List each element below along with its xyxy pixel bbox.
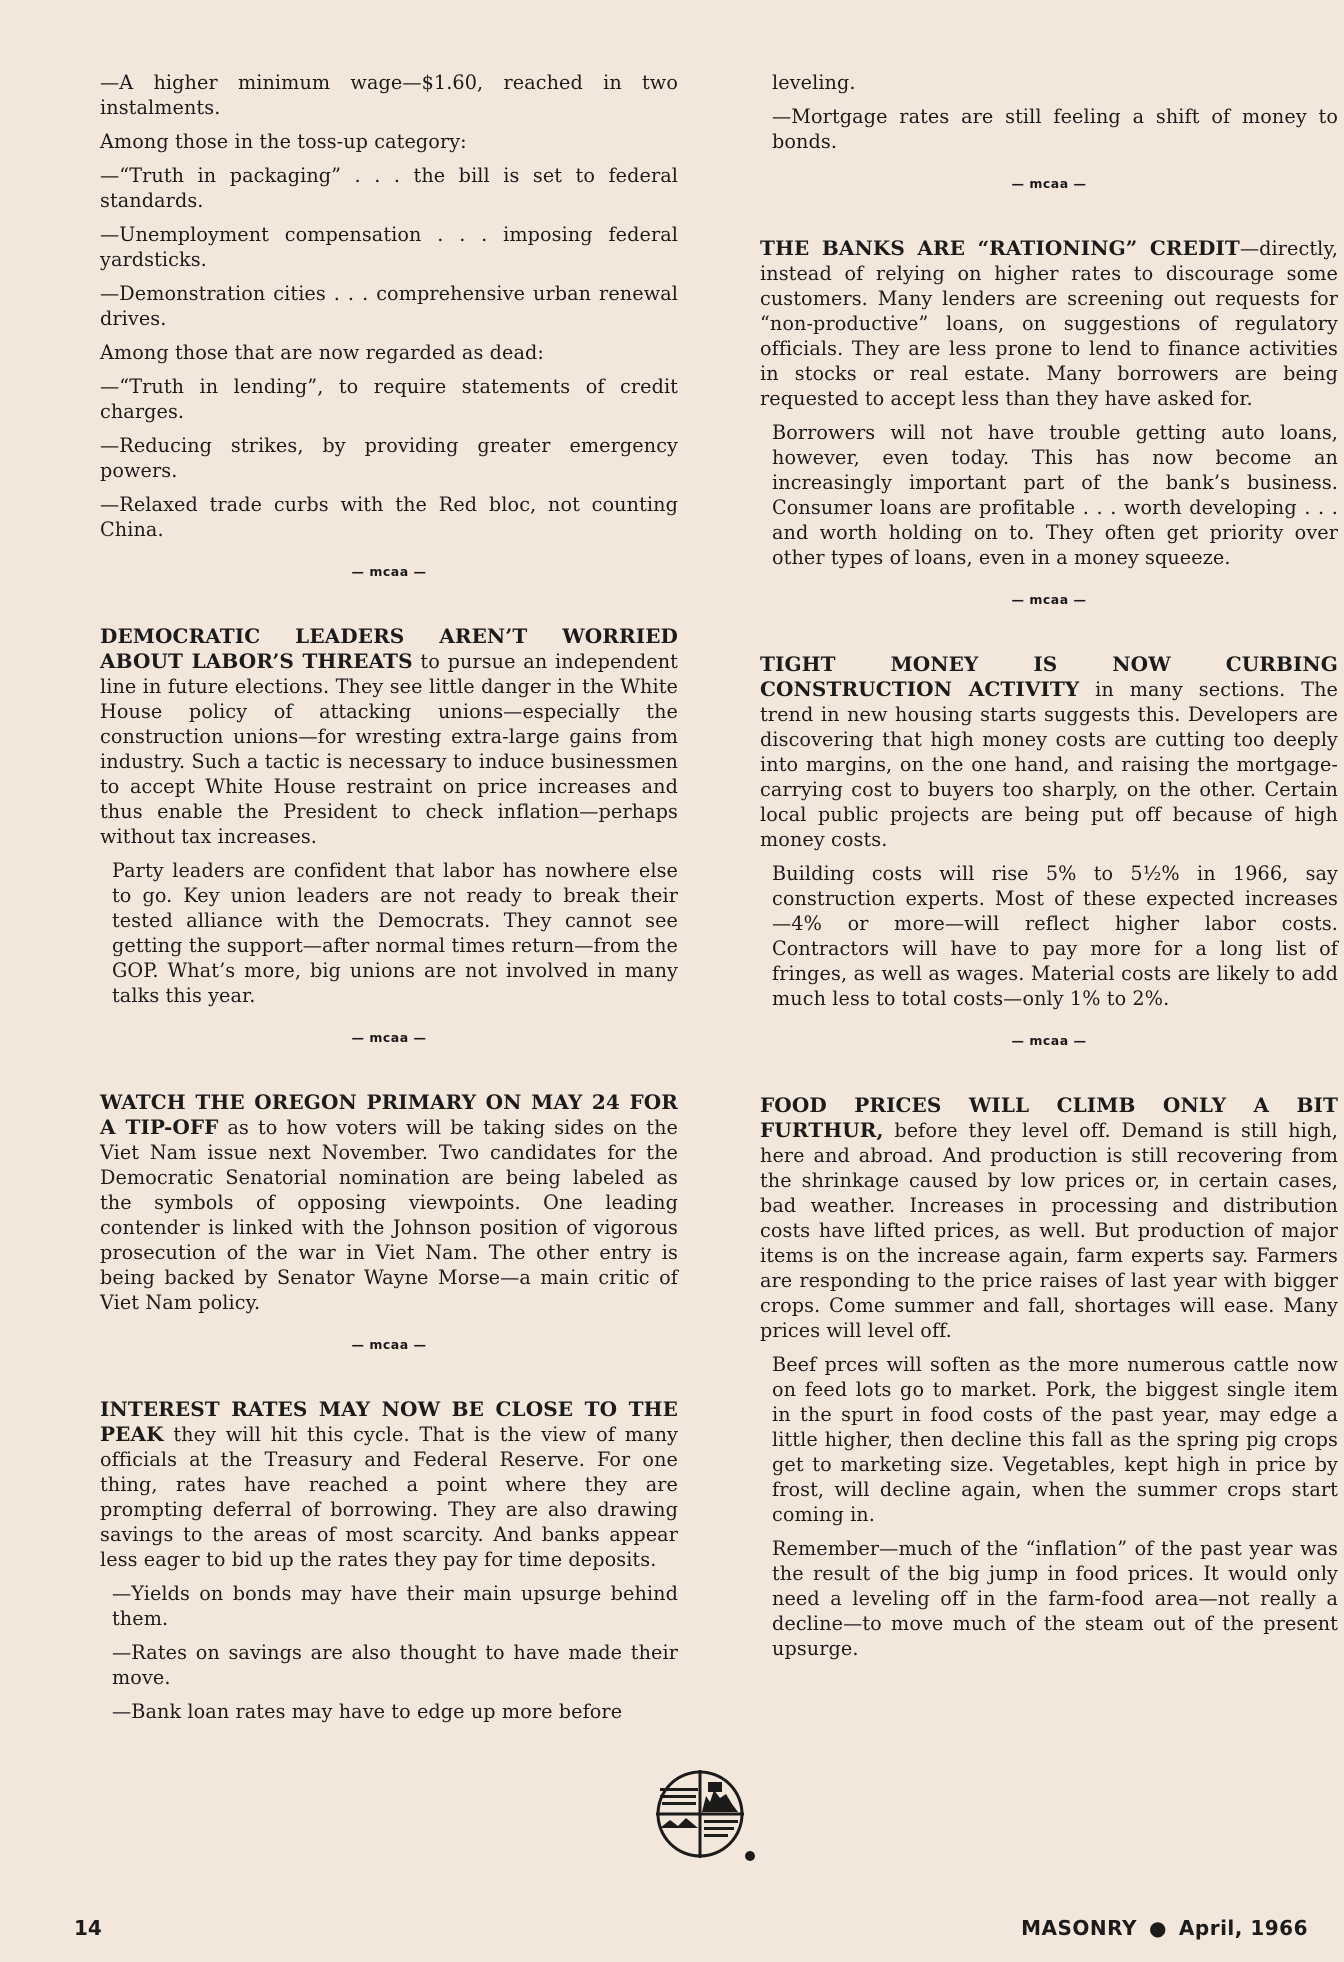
story-paragraph bbox=[100, 1090, 678, 1315]
section-separator: — mcaa — bbox=[351, 564, 427, 579]
story-headline: INTEREST RATES MAY NOW BE CLOSE TO THE PEAK bbox=[100, 1397, 678, 1446]
story-lead-text: they will hit this cycle. That is the view of many officials at the Treasury and Federal Reserve. For one thing, rates have reached a point where they are prompting deferral of borrowing. They are also drawing savings to the areas of most scarcity. And banks appear less eager to bid up the rates they pay for time deposits. bbox=[100, 1423, 678, 1571]
story-interest-rates bbox=[100, 1397, 678, 1724]
story-lead-text: in many sections. The trend in new housing starts suggests this. Developers are discovering that high money costs are cutting too deeply into margins, on the one hand, and raising the mortgage-carrying cost to buyers too sharply, on the other. Certain local public projects are being put off because of high money costs. bbox=[760, 678, 1338, 851]
story-paragraph: Building costs will rise 5% to 5½% in 1966, say construction experts. Most of these expected increases —4% or more—will reflect higher labor costs. Contractors will have to pay more for a long list of fringes, as well as wages. Material costs are likely to add much less to total costs—only 1% to 2%. bbox=[772, 862, 1338, 1010]
story-headline: DEMOCRATIC LEADERS AREN’T WORRIED ABOUT LABOR’S THREATS bbox=[100, 624, 678, 673]
bullet-icon: ● bbox=[1148, 1916, 1167, 1940]
section-separator: — mcaa — bbox=[351, 1337, 427, 1352]
story-tight-money bbox=[760, 652, 1338, 1011]
continuation-item: —Mortgage rates are still feeling a shift of money to bonds. bbox=[772, 105, 1338, 153]
story-paragraph: Remember—much of the “inflation” of the past year was the result of the big jump in food prices. It would only need a leveling off in the farm-food area—not really a decline—to move much of the steam out of the present upsurge. bbox=[772, 1537, 1338, 1660]
section-separator: — mcaa — bbox=[1011, 592, 1087, 607]
section-separator: — mcaa — bbox=[1011, 1033, 1087, 1048]
intro-heading-dead: Among those that are now regarded as dead: bbox=[100, 341, 544, 364]
intro-item-1: —A higher minimum wage—$1.60, reached in two instalments. bbox=[100, 71, 678, 119]
story-paragraph: Borrowers will not have trouble getting auto loans, however, even today. This has now become an increasingly important part of the bank’s business. Consumer loans are profitable . . . worth developing . . . and worth holding on to. They often get priority over other types of loans, even in a money squeeze. bbox=[772, 421, 1338, 569]
intro-item-4: —Demonstration cities . . . comprehensive urban renewal drives. bbox=[100, 282, 678, 330]
section-separator: — mcaa — bbox=[351, 1030, 427, 1045]
mcaa-logo-icon bbox=[650, 1768, 766, 1862]
story-lead-text: before they level off. Demand is still high, here and abroad. And production is still recovering from the shrinkage caused by low prices or, in certain cases, bad weather. Increases in processing and distribution costs have lifted prices, as well. But production of major items is on the increase again, farm experts say. Farmers are responding to the price raises of last year with bigger crops. Come summer and fall, shortages will ease. Many prices will level off. bbox=[760, 1119, 1338, 1342]
magazine-name: MASONRY bbox=[1021, 1916, 1137, 1940]
intro-item-3: —Unemployment compensation . . . imposing federal yardsticks. bbox=[100, 223, 678, 271]
story-paragraph bbox=[760, 652, 1338, 852]
story-headline: FOOD PRICES WILL CLIMB ONLY A BIT FURTHUR, bbox=[760, 1093, 1338, 1142]
story-paragraph bbox=[760, 1093, 1338, 1343]
intro-item-7: —Relaxed trade curbs with the Red bloc, not counting China. bbox=[100, 493, 678, 541]
section-separator: — mcaa — bbox=[1011, 176, 1087, 191]
page-number: 14 bbox=[74, 1916, 102, 1940]
story-list-item: —Bank loan rates may have to edge up more before bbox=[112, 1700, 623, 1723]
story-paragraph: Beef prces will soften as the more numerous cattle now on feed lots go to market. Pork, the biggest single item in the spurt in food costs of the past year, may edge a little higher, then decline this fall as the spring pig crops get to marketing size. Vegetables, kept high in price by frost, will decline again, when the summer crops start coming in. bbox=[772, 1353, 1338, 1526]
story-lead-text: as to how voters will be taking sides on the Viet Nam issue next November. Two candidates for the Democratic Senatorial nomination are being labeled as the symbols of opposing viewpoints. One leading contender is linked with the Johnson position of vigorous prosecution of the war in Viet Nam. The other entry is being backed by Senator Wayne Morse—a main critic of Viet Nam policy. bbox=[100, 1116, 679, 1314]
story-lead-text: to pursue an independent line in future elections. They see little danger in the White House policy of attacking unions—especially the construction unions—for wresting extra-large gains from industry. Such a tactic is necessary to induce businessmen to accept White House restraint on price increases and thus enable the President to check inflation—perhaps without tax increases. bbox=[100, 650, 678, 848]
footer-masthead bbox=[1021, 1916, 1308, 1940]
continuation-line: leveling. bbox=[772, 71, 856, 94]
story-list-item: —Yields on bonds may have their main upsurge behind them. bbox=[112, 1582, 678, 1630]
story-democratic-leaders bbox=[100, 624, 678, 1008]
story-paragraph bbox=[100, 1397, 678, 1572]
intro-item-5: —“Truth in lending”, to require statements of credit charges. bbox=[100, 375, 678, 423]
story-food-prices bbox=[760, 1093, 1338, 1661]
story-oregon-primary bbox=[100, 1090, 678, 1315]
story-headline: TIGHT MONEY IS NOW CURBING CONSTRUCTION ACTIVITY bbox=[760, 652, 1338, 701]
story-banks-rationing bbox=[760, 236, 1338, 570]
left-column bbox=[100, 70, 678, 1733]
story-lead-text: —directly, instead of relying on higher rates to discourage some customers. Many lenders are screening out requests for “non-productive” loans, on suggestions of regulatory officials. They are less prone to lend to finance activities in stocks or real estate. Many borrowers are being requested to accept less than they have asked for. bbox=[760, 237, 1338, 410]
story-paragraph bbox=[760, 236, 1338, 411]
story-paragraph: Party leaders are confident that labor has nowhere else to go. Key union leaders are not ready to break their tested alliance with the Democrats. They cannot see getting the support—after normal times return—from the GOP. What’s more, big unions are not involved in many talks this year. bbox=[112, 859, 678, 1007]
story-headline: THE BANKS ARE “RATIONING” CREDIT bbox=[760, 236, 1240, 260]
intro-heading-tossup: Among those in the toss-up category: bbox=[100, 130, 467, 153]
story-headline: WATCH THE OREGON PRIMARY ON MAY 24 FOR A TIP-OFF bbox=[100, 1090, 678, 1139]
intro-item-6: —Reducing strikes, by providing greater emergency powers. bbox=[100, 434, 678, 482]
story-list-item: —Rates on savings are also thought to have made their move. bbox=[112, 1641, 678, 1689]
story-paragraph bbox=[100, 624, 678, 849]
right-column bbox=[760, 70, 1338, 1670]
issue-date: April, 1966 bbox=[1178, 1916, 1308, 1940]
intro-item-2: —“Truth in packaging” . . . the bill is set to federal standards. bbox=[100, 164, 678, 212]
